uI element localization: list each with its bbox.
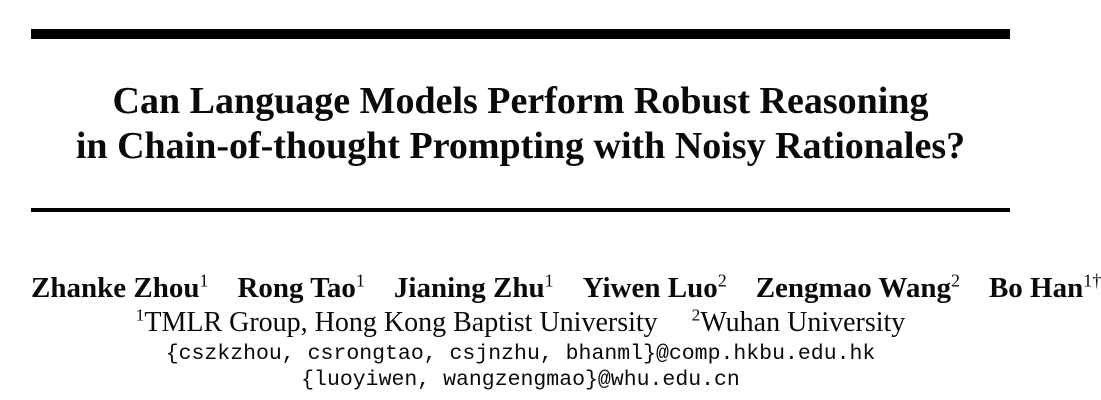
affiliation-superscript: 1 (135, 305, 145, 325)
email-line-hkbu: {cszkzhou, csrongtao, csjnzhu, bhanml}@comp.hkbu.edu.hk (165, 342, 876, 366)
author-rong-tao (237, 272, 364, 304)
author-name: Bo Han (988, 272, 1084, 304)
author-list (31, 270, 1101, 304)
affiliation-name: TMLR Group, Hong Kong Baptist University (144, 307, 658, 338)
author-name: Yiwen Luo (582, 272, 718, 304)
affiliation-superscript: 2 (691, 305, 701, 325)
title-line-2: in Chain-of-thought Prompting with Noisy Rationales? (75, 125, 966, 167)
author-superscript: 1 (199, 270, 209, 291)
author-zengmao-wang (756, 272, 960, 304)
title-line-1: Can Language Models Perform Robust Reasoning (112, 80, 929, 122)
author-superscript: 1 (355, 270, 365, 291)
author-name: Jianing Zhu (393, 272, 545, 304)
affiliation-whu (692, 307, 906, 338)
affiliation-line (31, 305, 1010, 338)
author-bo-han (989, 272, 1101, 304)
author-superscript: 2 (717, 270, 727, 291)
author-jianing-zhu (394, 272, 554, 304)
author-yiwen-luo (583, 272, 727, 304)
top-rule (31, 29, 1010, 39)
author-superscript: 1† (1083, 270, 1101, 291)
author-name: Zengmao Wang (755, 272, 951, 304)
author-name: Zhanke Zhou (31, 272, 200, 304)
author-superscript: 2 (950, 270, 960, 291)
affiliation-hkbu (136, 307, 658, 338)
author-name: Rong Tao (237, 272, 356, 304)
paper-title (31, 79, 1010, 169)
affiliation-name: Wuhan University (700, 307, 906, 338)
email-line-whu: {luoyiwen, wangzengmao}@whu.edu.cn (301, 368, 740, 392)
author-superscript: 1 (544, 270, 554, 291)
divider-rule (31, 208, 1010, 212)
author-zhanke-zhou (31, 272, 208, 304)
